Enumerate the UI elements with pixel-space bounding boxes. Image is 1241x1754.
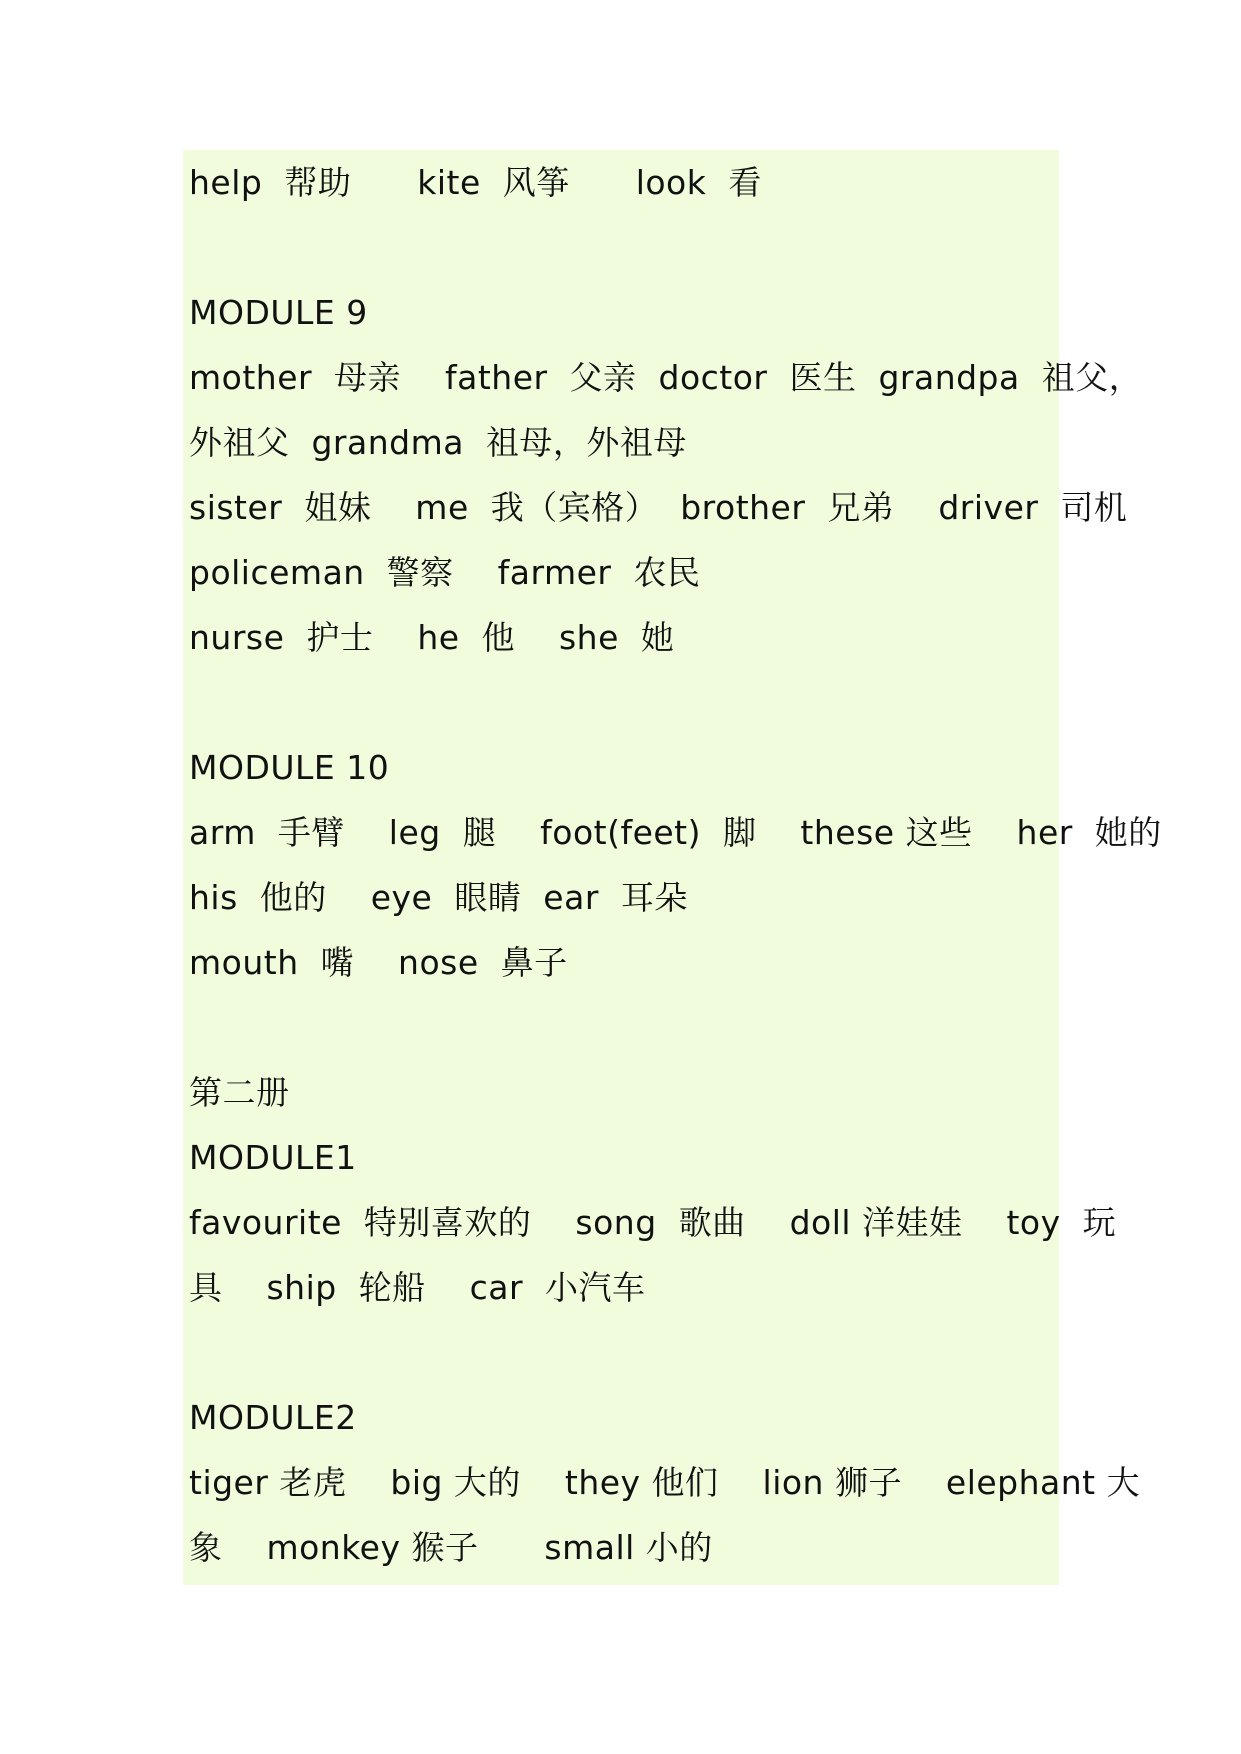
vocab-line-animals-2: 象 monkey 猴子 small 小的 — [189, 1528, 713, 1567]
vocab-line-pronouns: nurse 护士 he 他 she 她 — [189, 618, 675, 657]
book-two-heading: 第二册 — [189, 1073, 290, 1112]
vocab-line-family-3: sister 姐妹 me 我（宾格） brother 兄弟 driver 司机 — [189, 488, 1128, 527]
vocab-line-toys-1: favourite 特别喜欢的 song 歌曲 doll 洋娃娃 toy 玩 — [189, 1203, 1117, 1242]
vocab-line-jobs: policeman 警察 farmer 农民 — [189, 553, 701, 592]
module-2-heading: MODULE2 — [189, 1398, 357, 1437]
vocab-line-body-3: mouth 嘴 nose 鼻子 — [189, 943, 568, 982]
module-10-heading: MODULE 10 — [189, 748, 390, 787]
vocab-line-toys-2: 具 ship 轮船 car 小汽车 — [189, 1268, 646, 1307]
vocabulary-list — [189, 150, 1162, 1580]
module-1-heading: MODULE1 — [189, 1138, 357, 1177]
blank-line — [189, 215, 1089, 280]
blank-line — [189, 670, 1089, 735]
blank-line — [189, 995, 1089, 1060]
vocab-line-body-1: arm 手臂 leg 腿 foot(feet) 脚 these 这些 her 她的 — [189, 813, 1162, 852]
vocab-line-help-kite-look: help 帮助 kite 风筝 look 看 — [189, 163, 762, 202]
vocab-line-family-1: mother 母亲 father 父亲 doctor 医生 grandpa 祖父， — [189, 358, 1143, 397]
module-9-heading: MODULE 9 — [189, 293, 368, 332]
vocab-line-family-2: 外祖父 grandma 祖母，外祖母 — [189, 423, 687, 462]
blank-line — [189, 1320, 1089, 1385]
vocab-line-animals-1: tiger 老虎 big 大的 they 他们 lion 狮子 elephant 大 — [189, 1463, 1141, 1502]
vocab-line-body-2: his 他的 eye 眼睛 ear 耳朵 — [189, 878, 688, 917]
